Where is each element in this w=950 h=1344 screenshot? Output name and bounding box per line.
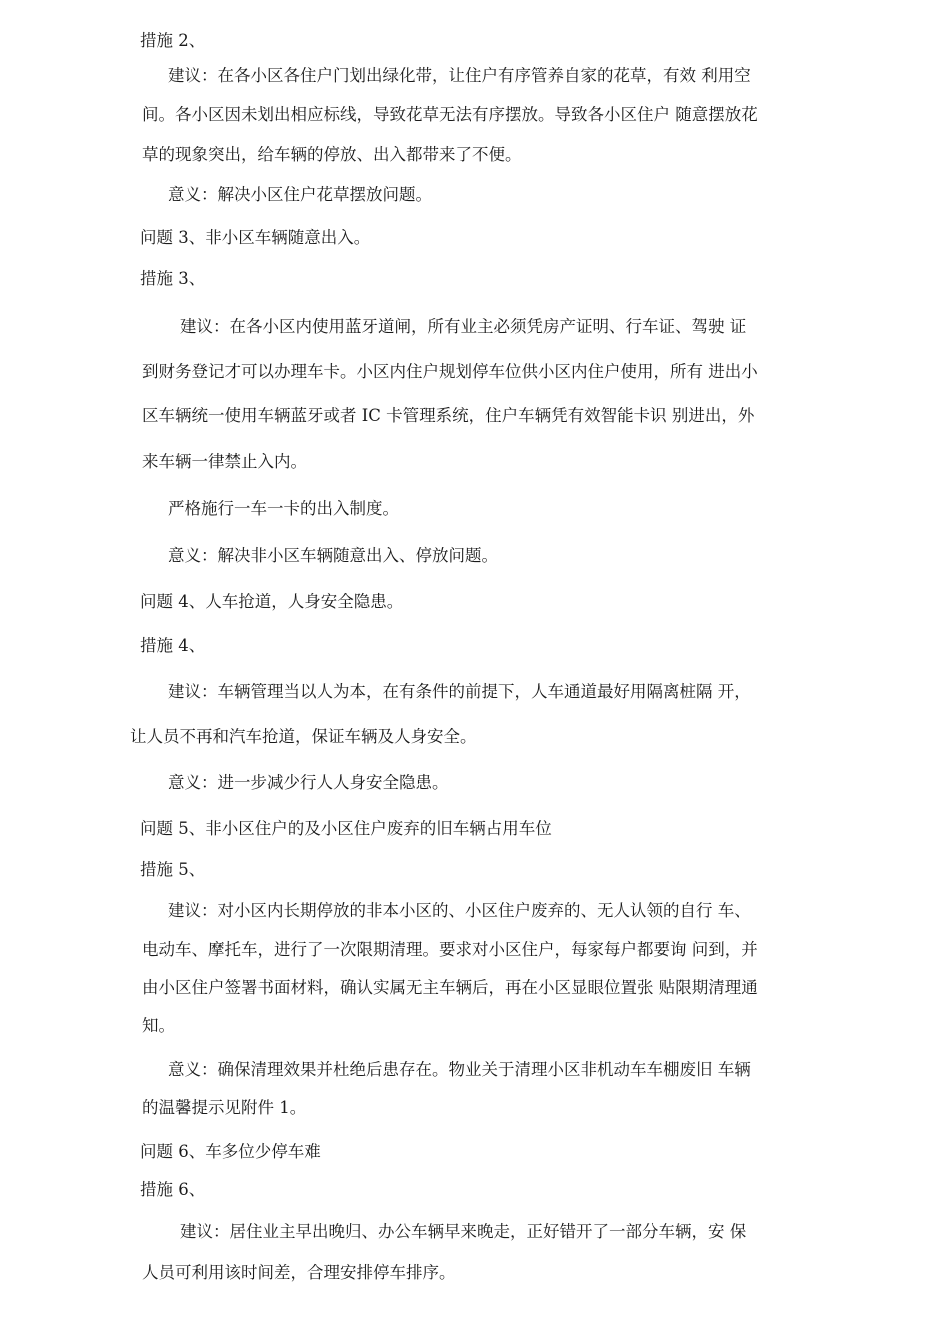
- text-line: 措施 5、: [140, 860, 206, 879]
- text-line: 建议：在各小区各住户门划出绿化带，让住户有序管养自家的花草，有效 利用空: [168, 66, 751, 85]
- text-line: 措施 6、: [140, 1180, 206, 1199]
- text-line: 问题 3、非小区车辆随意出入。: [140, 228, 371, 247]
- text-line: 来车辆一律禁止入内。: [142, 452, 307, 471]
- text-line: 建议：在各小区内使用蓝牙道闸，所有业主必须凭房产证明、行车证、驾驶 证: [180, 317, 747, 336]
- text-line: 意义：解决小区住户花草摆放问题。: [168, 185, 432, 204]
- text-line: 问题 6、车多位少停车难: [140, 1142, 321, 1161]
- text-line: 建议：车辆管理当以人为本，在有条件的前提下，人车通道最好用隔离桩隔 开，: [168, 682, 751, 701]
- text-line: 建议：居住业主早出晚归、办公车辆早来晚走，正好错开了一部分车辆，安 保: [180, 1222, 747, 1241]
- text-line: 问题 4、人车抢道，人身安全隐患。: [140, 592, 404, 611]
- text-line: 意义：进一步减少行人人身安全隐患。: [168, 773, 449, 792]
- text-line: 措施 4、: [140, 636, 206, 655]
- text-line: 区车辆统一使用车辆蓝牙或者 IC 卡管理系统，住户车辆凭有效智能卡识 别进出，外: [142, 406, 755, 425]
- text-line: 措施 2、: [140, 31, 206, 50]
- text-line: 的温馨提示见附件 1。: [142, 1098, 307, 1117]
- text-line: 措施 3、: [140, 269, 206, 288]
- text-line: 严格施行一车一卡的出入制度。: [168, 499, 399, 518]
- text-line: 到财务登记才可以办理车卡。小区内住户规划停车位供小区内住户使用，所有 进出小: [142, 362, 758, 381]
- text-line: 让人员不再和汽车抢道，保证车辆及人身安全。: [130, 727, 477, 746]
- text-line: 知。: [142, 1016, 175, 1035]
- text-line: 草的现象突出，给车辆的停放、出入都带来了不便。: [142, 145, 522, 164]
- text-line: 意义：确保清理效果并杜绝后患存在。物业关于清理小区非机动车车棚废旧 车辆: [168, 1060, 751, 1079]
- text-line: 间。各小区因未划出相应标线，导致花草无法有序摆放。导致各小区住户 随意摆放花: [142, 105, 758, 124]
- text-line: 建议：对小区内长期停放的非本小区的、小区住户废弃的、无人认领的自行 车、: [168, 901, 751, 920]
- text-line: 意义：解决非小区车辆随意出入、停放问题。: [168, 546, 498, 565]
- text-line: 由小区住户签署书面材料，确认实属无主车辆后，再在小区显眼位置张 贴限期清理通: [142, 978, 758, 997]
- text-line: 问题 5、非小区住户的及小区住户废弃的旧车辆占用车位: [140, 819, 552, 838]
- text-line: 人员可利用该时间差，合理安排停车排序。: [142, 1263, 456, 1282]
- text-line: 电动车、摩托车，进行了一次限期清理。要求对小区住户，每家每户都要询 问到，并: [142, 940, 758, 959]
